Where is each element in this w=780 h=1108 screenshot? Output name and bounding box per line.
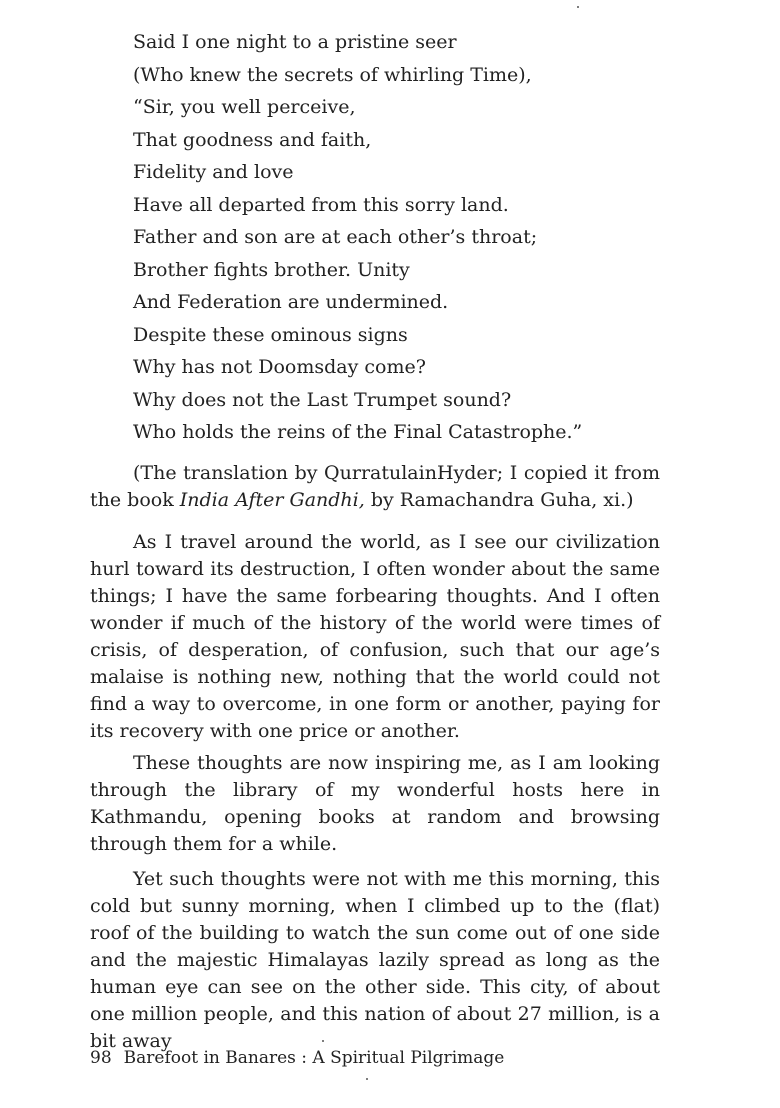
body-paragraph: As I travel around the world, as I see our civilization hurl toward its destruction, I often wonder about the same things; I have the same forbearing thoughts. And I often wonder if much of the history of the world were times of crisis, of desperation, of confusion, such that our age’s malaise is nothing new, nothing that the world could not find a way to overcome, in one form or another, paying for its recovery with one price or another.: [90, 531, 660, 742]
scan-speck: [322, 1040, 324, 1042]
scan-speck: [577, 6, 579, 8]
prose-body: [90, 460, 660, 1055]
poem-line: “Sir, you well perceive,: [133, 96, 356, 118]
poem-line: Said I one night to a pristine seer: [133, 31, 457, 53]
cited-book-title: India After Gandhi,: [179, 489, 365, 511]
body-paragraph: These thoughts are now inspiring me, as I am looking through the library of my wonderful hosts here in Kathmandu, opening books at random and browsing through them for a while.: [90, 752, 660, 855]
scan-speck: [366, 1078, 368, 1080]
poem-line: Father and son are at each other’s throat;: [133, 226, 538, 248]
poem-block: [133, 26, 693, 449]
page-footer: [90, 1046, 504, 1070]
body-paragraph: Yet such thoughts were not with me this morning, this cold but sunny morning, when I climbed up to the (flat) roof of the building to watch the sun come out of one side and the majestic Himalayas lazily spread as long as the human eye can see on the other side. This city, of about one million people, and this nation of about 27 million, is a bit away: [90, 868, 660, 1052]
translation-note-source: by Ramachandra Guha, xi.): [364, 489, 634, 511]
poem-line: Why does not the Last Trumpet sound?: [133, 388, 512, 411]
poem-line: Fidelity and love: [133, 161, 294, 183]
page-number: 98: [90, 1048, 112, 1068]
running-book-title: Barefoot in Banares : A Spiritual Pilgrimage: [123, 1048, 505, 1068]
poem-line: And Federation are undermined.: [133, 291, 449, 313]
poem-line: Why has not Doomsday come?: [133, 356, 426, 378]
poem-line: Who holds the reins of the Final Catastrophe.”: [133, 421, 583, 443]
translation-note: [90, 460, 660, 514]
poem-line: That goodness and faith,: [133, 128, 372, 151]
translation-note-text: (The translation by QurratulainHyder; I copied it from the book: [90, 462, 660, 511]
poem-line: Brother fights brother. Unity: [133, 258, 410, 281]
poem-line: Have all departed from this sorry land.: [133, 193, 509, 216]
poem-line: (Who knew the secrets of whirling Time),: [133, 63, 532, 86]
poem-line: Despite these ominous signs: [133, 323, 408, 346]
